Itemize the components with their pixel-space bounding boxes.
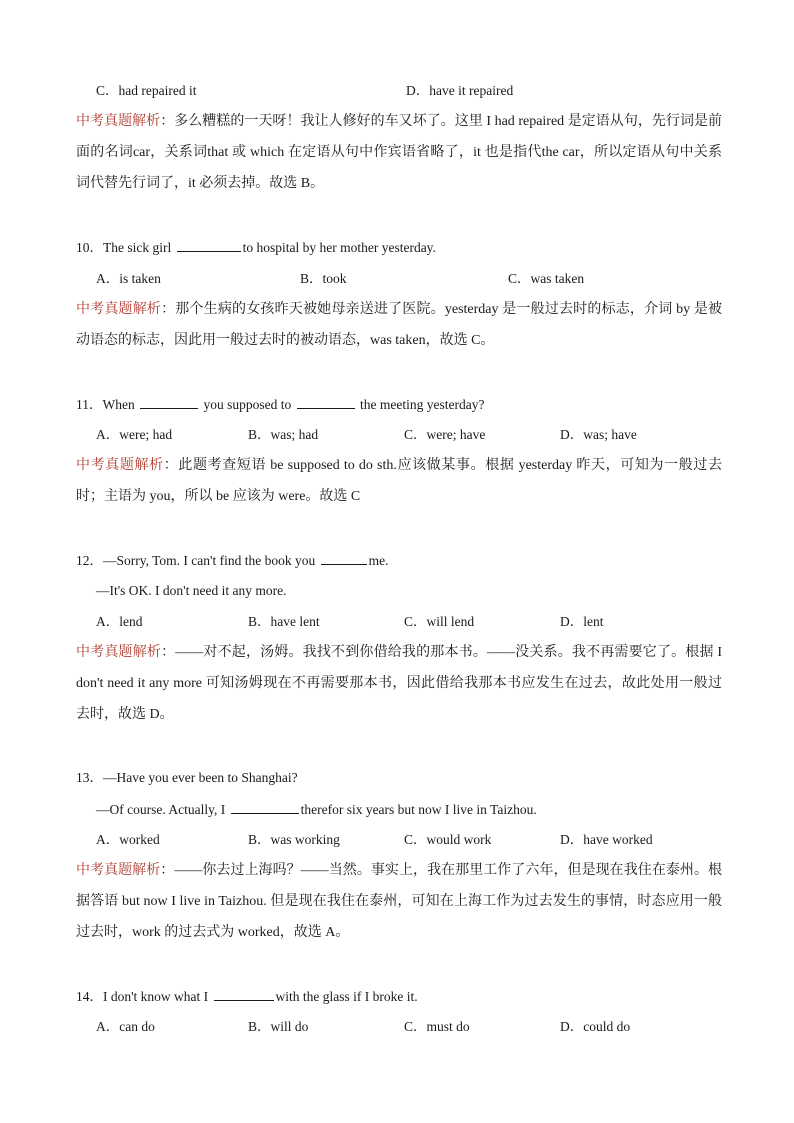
analysis-label: 中考真题解析 xyxy=(76,302,162,317)
answer-blank xyxy=(177,238,241,252)
q13-option-a: A．worked xyxy=(96,832,160,847)
answer-blank xyxy=(214,987,274,1001)
q11-option-d: D．was; have xyxy=(560,427,637,442)
answer-blank xyxy=(140,395,198,409)
q13-reply: —Of course. Actually, I therefor six years but now I live in Taizhou. xyxy=(96,802,537,817)
q9-option-d: D．have it repaired xyxy=(406,83,514,98)
q10-option-c: C．was taken xyxy=(508,271,585,286)
q12-option-d: D．lent xyxy=(560,614,604,629)
q11-option-c: C．were; have xyxy=(404,427,486,442)
analysis-label: 中考真题解析 xyxy=(76,645,162,660)
q12-analysis: 中考真题解析：——对不起，汤姆。我找不到你借给我的那本书。——没关系。我不再需要它了。根据 I don't need it any more 可知汤姆现在不再需要那本书，因此借给我那本书应发生在过去，故此处用一般过去时，故选 D。 xyxy=(76,645,722,722)
q10-analysis: 中考真题解析：那个生病的女孩昨天被她母亲送进了医院。yesterday 是一般过去时的标志，介词 by 是被动语态的标志，因此用一般过去时的被动语态，was taken，故选 C。 xyxy=(76,302,723,348)
q13-stem: 13．—Have you ever been to Shanghai? xyxy=(76,770,298,785)
answer-blank xyxy=(297,395,355,409)
q10-stem: 10．The sick girl to hospital by her mother yesterday. xyxy=(76,240,436,255)
answer-blank xyxy=(321,551,367,565)
q9-analysis: 中考真题解析：多么糟糕的一天呀！我让人修好的车又坏了。这里 I had repaired 是定语从句，先行词是前面的名词car，关系词that 或 which 在定语从句中作宾语省略了，it 也是指代the car，所以定语从句中关系词代替先行词了，it 必须去掉。故选 B。 xyxy=(76,114,723,191)
q14-option-c: C．must do xyxy=(404,1019,470,1034)
analysis-label: 中考真题解析 xyxy=(76,863,161,878)
q13-option-b: B．was working xyxy=(248,832,340,847)
q11-option-a: A．were; had xyxy=(96,427,173,442)
q12-reply: —It's OK. I don't need it any more. xyxy=(96,583,287,598)
q11-stem: 11．When you supposed to the meeting yesterday? xyxy=(76,397,485,412)
q13-option-c: C．would work xyxy=(404,832,492,847)
answer-blank xyxy=(231,800,299,814)
q14-option-b: B．will do xyxy=(248,1019,309,1034)
q11-option-b: B．was; had xyxy=(248,427,319,442)
q10-option-b: B．took xyxy=(300,271,347,286)
q11-analysis: 中考真题解析：此题考查短语 be supposed to do sth.应该做某事。根据 yesterday 昨天，可知为一般过去时；主语为 you，所以 be 应该为 were。故选 C xyxy=(76,458,722,504)
q12-stem: 12．—Sorry, Tom. I can't find the book you me. xyxy=(76,553,389,568)
q9-option-c: C．had repaired it xyxy=(96,83,197,98)
q13-option-d: D．have worked xyxy=(560,832,653,847)
q13-analysis: 中考真题解析：——你去过上海吗？——当然。事实上，我在那里工作了六年，但是现在我住在泰州。根据答语 but now I live in Taizhou. 但是现在我住在泰州，可知在上海工作为过去发生的事情，时态应用一般过去时，work 的过去式为 worked，故选 A。 xyxy=(76,863,722,940)
q12-option-b: B．have lent xyxy=(248,614,320,629)
analysis-label: 中考真题解析 xyxy=(76,458,164,473)
analysis-label: 中考真题解析 xyxy=(76,114,161,129)
q10-option-a: A．is taken xyxy=(96,271,161,286)
q12-option-a: A．lend xyxy=(96,614,143,629)
q14-option-a: A．can do xyxy=(96,1019,155,1034)
q12-option-c: C．will lend xyxy=(404,614,475,629)
q14-stem: 14．I don't know what I with the glass if I broke it. xyxy=(76,989,418,1004)
q14-option-d: D．could do xyxy=(560,1019,631,1034)
